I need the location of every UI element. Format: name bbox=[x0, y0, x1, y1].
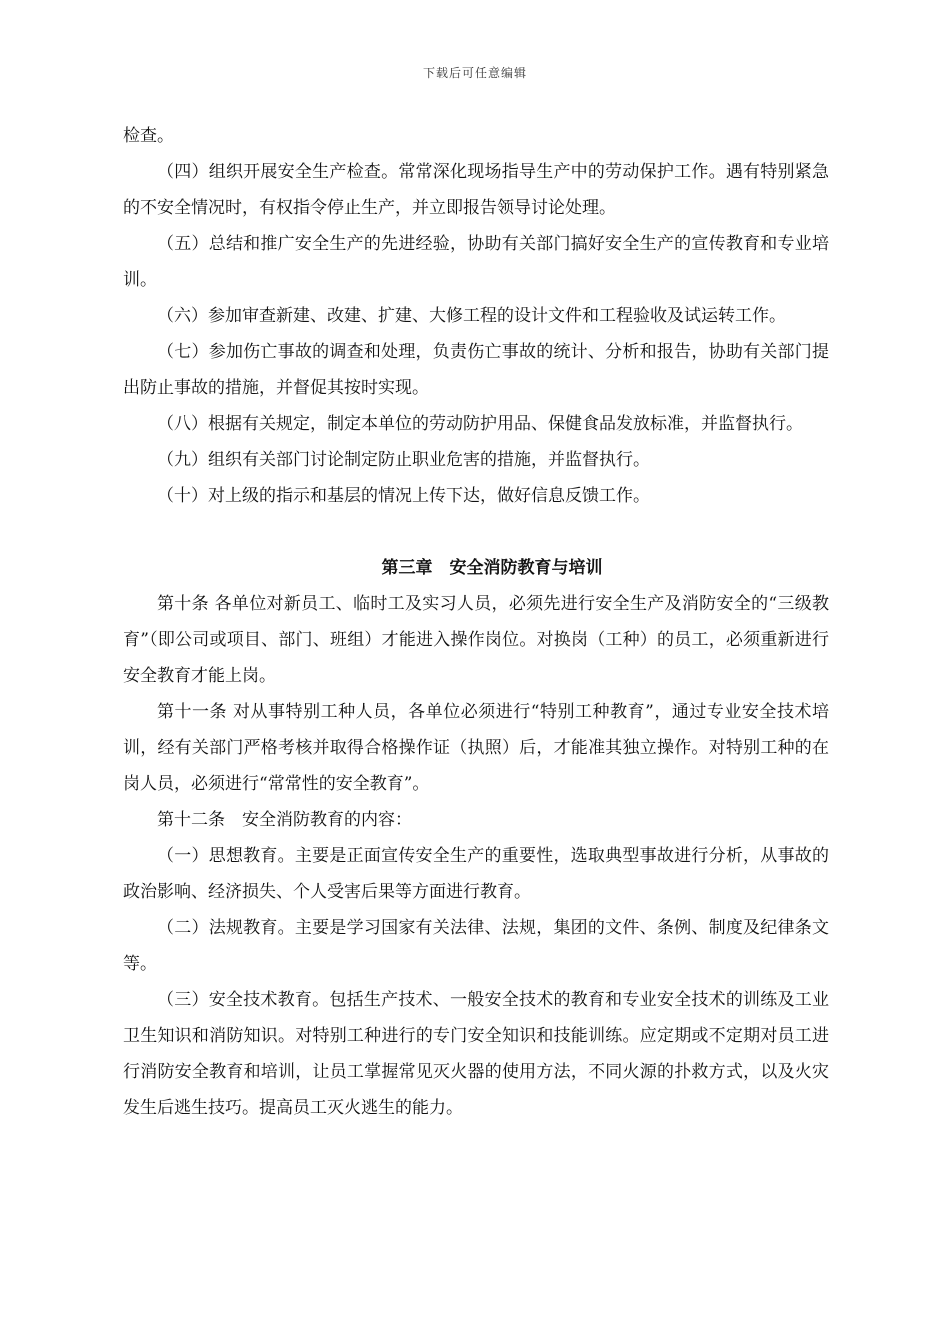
paragraph-continuation: 检查。 bbox=[123, 126, 174, 146]
article-11: 第十一条 对从事特别工种人员，各单位必须进行“特别工种教育”，通过专业安全技术培训，经有关部门严格考核并取得合格操作证（执照）后，才能准其独立操作。对特别工种的在岗人员，必须进行“常常性的安全教育”。 bbox=[123, 702, 829, 794]
chapter-title: 第三章 安全消防教育与培训 bbox=[381, 558, 603, 578]
paragraph-item-6: （六）参加审查新建、改建、扩建、大修工程的设计文件和工程验收及试运转工作。 bbox=[157, 306, 786, 326]
paragraph-item-10: （十）对上级的指示和基层的情况上传下达，做好信息反馈工作。 bbox=[157, 486, 650, 506]
paragraph-item-8: （八）根据有关规定，制定本单位的劳动防护用品、保健食品发放标准，并监督执行。 bbox=[157, 414, 803, 434]
education-item-2: （二）法规教育。主要是学习国家有关法律、法规，集团的文件、条例、制度及纪律条文等。 bbox=[123, 918, 829, 974]
paragraph-item-5: （五）总结和推广安全生产的先进经验，协助有关部门搞好安全生产的宣传教育和专业培训。 bbox=[123, 234, 829, 290]
article-12: 第十二条 安全消防教育的内容： bbox=[157, 810, 412, 830]
document-body bbox=[123, 118, 829, 1126]
paragraph-item-7: （七）参加伤亡事故的调查和处理，负责伤亡事故的统计、分析和报告，协助有关部门提出防止事故的措施，并督促其按时实现。 bbox=[123, 342, 829, 398]
education-item-3: （三）安全技术教育。包括生产技术、一般安全技术的教育和专业安全技术的训练及工业卫生知识和消防知识。对特别工种进行的专门安全知识和技能训练。应定期或不定期对员工进行消防安全教育和培训，让员工掌握常见灭火器的使用方法，不同火源的扑救方式，以及火灾发生后逃生技巧。提高员工灭火逃生的能力。 bbox=[123, 990, 829, 1118]
section-spacer bbox=[123, 514, 829, 550]
education-item-1: （一）思想教育。主要是正面宣传安全生产的重要性，选取典型事故进行分析，从事故的政治影响、经济损失、个人受害后果等方面进行教育。 bbox=[123, 846, 829, 902]
page-header: 下载后可任意编辑 bbox=[422, 66, 527, 80]
paragraph-item-9: （九）组织有关部门讨论制定防止职业危害的措施，并监督执行。 bbox=[157, 450, 650, 470]
paragraph-item-4: （四）组织开展安全生产检查。常常深化现场指导生产中的劳动保护工作。遇有特别紧急的不安全情况时，有权指令停止生产，并立即报告领导讨论处理。 bbox=[123, 162, 829, 218]
article-10: 第十条 各单位对新员工、临时工及实习人员，必须先进行安全生产及消防安全的“三级教育”（即公司或项目、部门、班组）才能进入操作岗位。对换岗（工种）的员工，必须重新进行安全教育才能上岗。 bbox=[123, 594, 829, 686]
